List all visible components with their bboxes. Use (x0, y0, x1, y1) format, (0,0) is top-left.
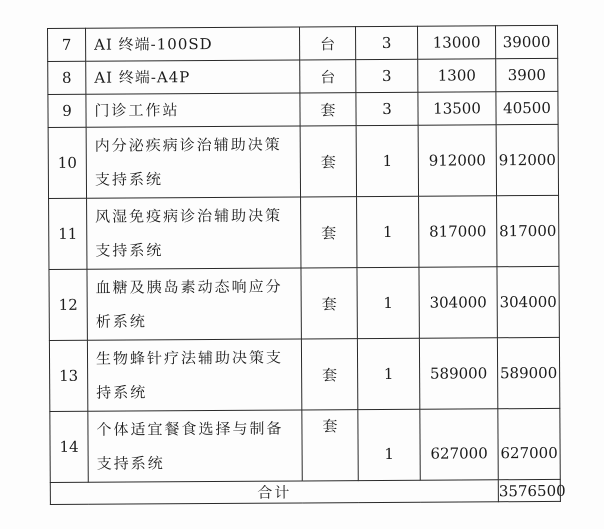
item-name: 门诊工作站 (86, 93, 300, 127)
item-unit-price: 589000 (419, 338, 497, 409)
item-quantity: 3 (356, 59, 418, 92)
item-unit: 套 (302, 410, 358, 481)
item-name: AI 终端-A4P (86, 60, 300, 94)
item-name: 内分泌疾病诊治辅助决策支持系统 (86, 126, 300, 198)
item-name: 个体适宜餐食选择与制备支持系统 (88, 410, 302, 482)
item-unit-price: 13000 (417, 26, 495, 59)
item-unit: 台 (300, 60, 356, 93)
equipment-price-table (47, 25, 566, 505)
item-unit-price: 912000 (418, 125, 496, 196)
item-quantity: 1 (357, 338, 419, 409)
item-quantity: 3 (355, 26, 417, 59)
item-unit: 套 (300, 93, 356, 126)
item-quantity: 3 (356, 92, 418, 125)
item-total: 39000 (495, 25, 557, 58)
table-row (48, 124, 558, 198)
table-row (49, 337, 559, 411)
item-unit: 套 (301, 268, 357, 339)
item-total: 3900 (496, 58, 558, 91)
sum-value: 3576500 (498, 479, 560, 501)
item-unit: 套 (301, 339, 357, 410)
item-total: 912000 (496, 124, 558, 195)
item-unit-price: 1300 (418, 59, 496, 92)
item-unit: 台 (299, 27, 355, 60)
item-total: 627000 (498, 408, 560, 479)
sum-row (50, 479, 560, 504)
item-name: 风湿免疫病诊治辅助决策支持系统 (87, 197, 301, 269)
row-number: 10 (48, 127, 86, 198)
table-row (48, 58, 558, 94)
item-unit-price: 13500 (418, 92, 496, 125)
item-total: 40500 (496, 91, 558, 124)
item-total: 589000 (497, 337, 559, 408)
item-unit-price: 627000 (420, 409, 498, 480)
item-quantity: 1 (357, 267, 419, 338)
row-number: 9 (48, 94, 86, 127)
table-row (48, 25, 558, 61)
item-unit-price: 304000 (419, 267, 497, 338)
row-number: 14 (50, 411, 88, 482)
row-number: 8 (48, 61, 86, 94)
row-number: 12 (49, 269, 87, 340)
row-number: 7 (48, 28, 86, 61)
item-quantity: 1 (357, 196, 419, 267)
item-total: 817000 (497, 195, 559, 266)
item-unit-price: 817000 (419, 196, 497, 267)
item-quantity: 1 (358, 409, 420, 480)
item-total: 304000 (497, 266, 559, 337)
table-row (50, 408, 560, 482)
row-number: 13 (49, 340, 87, 411)
sum-label: 合计 (50, 480, 498, 505)
table-row (49, 195, 559, 269)
item-unit: 套 (300, 126, 356, 197)
table-row (48, 91, 558, 127)
table-row (49, 266, 559, 340)
row-number: 11 (49, 198, 87, 269)
item-quantity: 1 (356, 125, 418, 196)
item-unit: 套 (301, 197, 357, 268)
item-name: AI 终端-100SD (86, 27, 300, 61)
item-name: 生物蜂针疗法辅助决策支持系统 (87, 339, 301, 411)
item-name: 血糖及胰岛素动态响应分析系统 (87, 268, 301, 340)
